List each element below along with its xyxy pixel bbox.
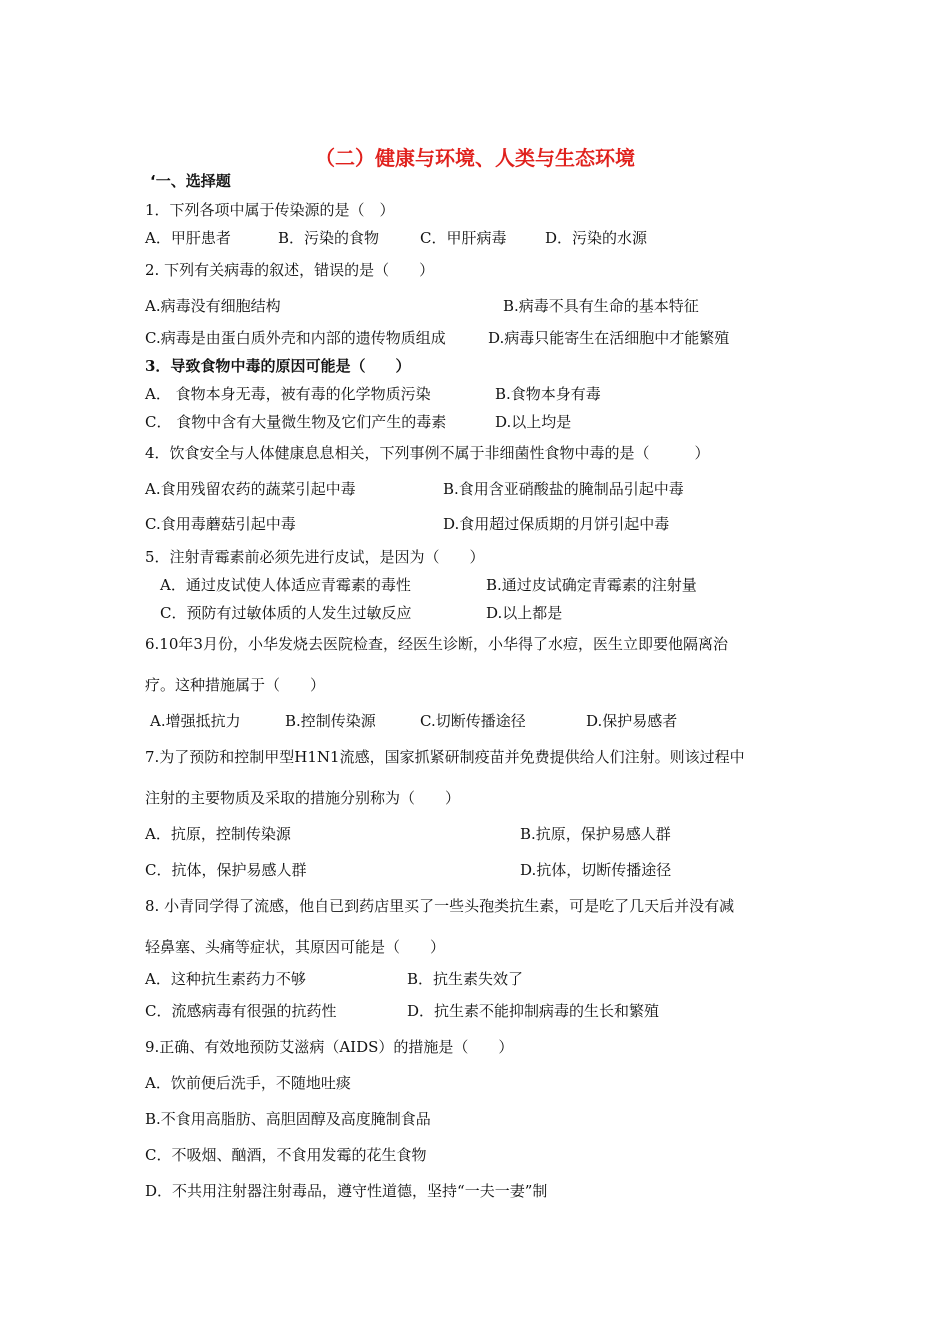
q7-option-a: A．抗原，控制传染源 [145, 825, 291, 843]
q2-option-a: A.病毒没有细胞结构 [145, 297, 281, 315]
section-heading: ‘一、选择题 [150, 172, 231, 190]
q7-option-b: B.抗原，保护易感人群 [520, 825, 671, 843]
q1-option-b: B．污染的食物 [278, 229, 380, 247]
q8-option-b: B．抗生素失效了 [407, 970, 524, 988]
q5-option-d: D.以上都是 [486, 604, 563, 622]
question-6: 6.10年3月份，小华发烧去医院检查，经医生诊断，小华得了水痘，医生立即要他隔离治 [145, 635, 728, 653]
question-1: 1．下列各项中属于传染源的是（ ） [145, 201, 395, 219]
page-title: （二）健康与环境、人类与生态环境 [315, 146, 635, 170]
q6-option-b: B.控制传染源 [285, 712, 376, 730]
question-7: 7.为了预防和控制甲型H1N1流感，国家抓紧研制疫苗并免费提供给人们注射。则该过程中 [145, 748, 745, 766]
q2-option-b: B.病毒不具有生命的基本特征 [503, 297, 699, 315]
q6-option-a: A.增强抵抗力 [150, 712, 241, 730]
q4-option-b: B.食用含亚硝酸盐的腌制品引起中毒 [443, 480, 684, 498]
q5-option-c: C．预防有过敏体质的人发生过敏反应 [160, 604, 412, 622]
q9-option-d: D．不共用注射器注射毒品，遵守性道德，坚持“一夫一妻”制 [145, 1182, 548, 1200]
q4-option-a: A.食用残留农药的蔬菜引起中毒 [145, 480, 356, 498]
q5-option-b: B.通过皮试确定青霉素的注射量 [486, 576, 697, 594]
q9-option-b: B.不食用高脂肪、高胆固醇及高度腌制食品 [145, 1110, 431, 1128]
q2-option-d: D.病毒只能寄生在活细胞中才能繁殖 [488, 329, 730, 347]
question-8: 8. 小青同学得了流感，他自已到药店里买了一些头孢类抗生素，可是吃了几天后并没有减 [145, 897, 735, 915]
question-2: 2. 下列有关病毒的叙述，错误的是（ ） [145, 261, 435, 279]
q1-option-d: D．污染的水源 [545, 229, 648, 247]
q1-option-a: A．甲肝患者 [145, 229, 231, 247]
q6-option-d: D.保护易感者 [586, 712, 678, 730]
q4-option-d: D.食用超过保质期的月饼引起中毒 [443, 515, 670, 533]
q3-option-b: B.食物本身有毒 [495, 385, 601, 403]
question-5: 5．注射青霉素前必须先进行皮试，是因为（ ） [145, 548, 485, 566]
q2-option-c: C.病毒是由蛋白质外壳和内部的遗传物质组成 [145, 329, 446, 347]
question-8-cont: 轻鼻塞、头痛等症状，其原因可能是（ ） [145, 938, 446, 956]
q3-option-d: D.以上均是 [495, 413, 572, 431]
question-7-cont: 注射的主要物质及采取的措施分别称为（ ） [145, 789, 461, 807]
q7-option-d: D.抗体，切断传播途径 [520, 861, 672, 879]
question-3: 3．导致食物中毒的原因可能是（ ） [145, 357, 411, 375]
q1-option-c: C．甲肝病毒 [420, 229, 507, 247]
q6-option-c: C.切断传播途径 [420, 712, 526, 730]
q7-option-c: C．抗体，保护易感人群 [145, 861, 307, 879]
q9-option-a: A．饮前便后洗手，不随地吐痰 [145, 1074, 351, 1092]
q8-option-a: A．这种抗生素药力不够 [145, 970, 306, 988]
q5-option-a: A．通过皮试使人体适应青霉素的毒性 [160, 576, 411, 594]
q8-option-c: C．流感病毒有很强的抗药性 [145, 1002, 337, 1020]
question-4: 4．饮食安全与人体健康息息相关，下列事例不属于非细菌性食物中毒的是（ ） [145, 444, 710, 462]
q3-option-c: C． 食物中含有大量微生物及它们产生的毒素 [145, 413, 447, 431]
question-6-cont: 疗。这种措施属于（ ） [145, 676, 326, 694]
q3-option-a: A． 食物本身无毒，被有毒的化学物质污染 [145, 385, 431, 403]
question-9: 9.正确、有效地预防艾滋病（AIDS）的措施是（ ） [145, 1038, 514, 1056]
q9-option-c: C．不吸烟、酗酒，不食用发霉的花生食物 [145, 1146, 427, 1164]
q8-option-d: D．抗生素不能抑制病毒的生长和繁殖 [407, 1002, 660, 1020]
q4-option-c: C.食用毒蘑菇引起中毒 [145, 515, 296, 533]
